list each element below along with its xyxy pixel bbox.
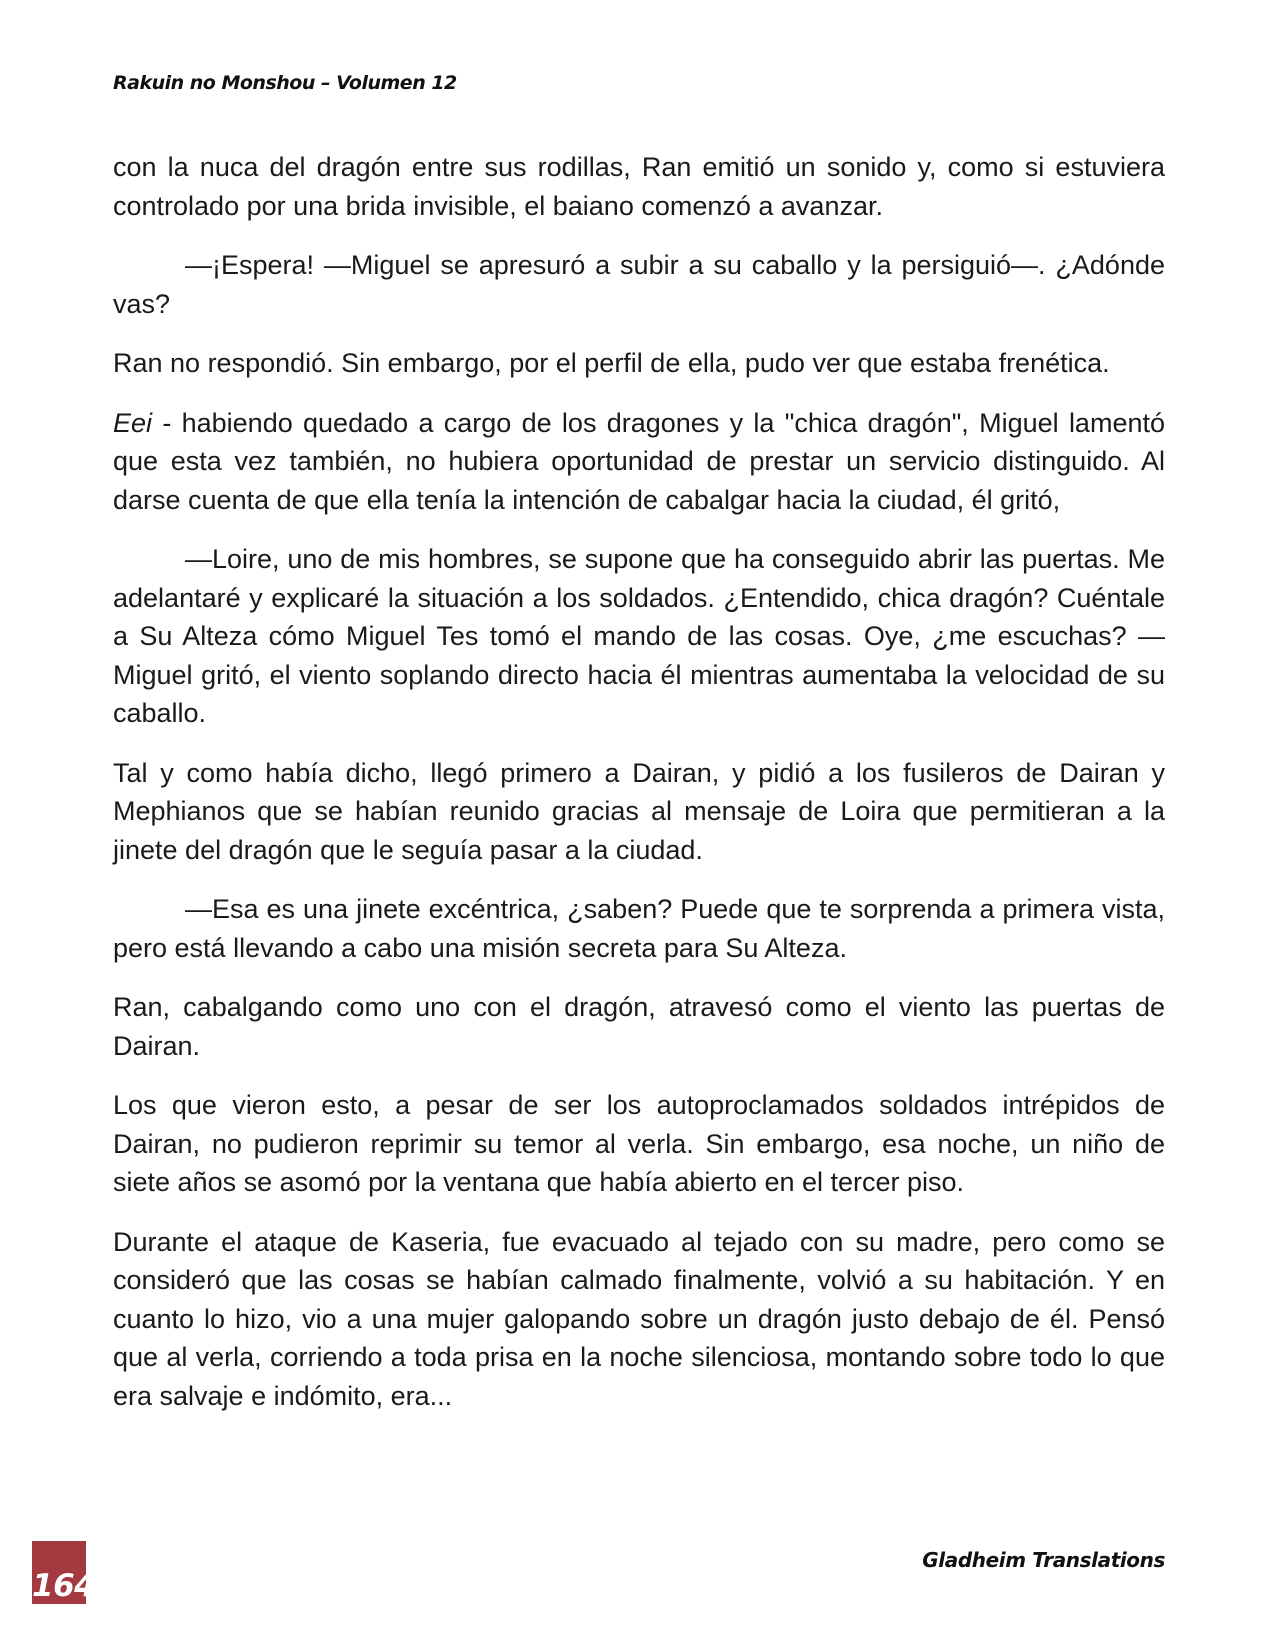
paragraph-7-dialogue: —Esa es una jinete excéntrica, ¿saben? Puede que te sorprenda a primera vista, pero está llevando a cabo una misión secreta para Su Alteza. bbox=[113, 894, 1165, 963]
paragraph-6: Tal y como había dicho, llegó primero a Dairan, y pidió a los fusileros de Dairan y Mephianos que se habían reunido gracias al mensaje de Loira que permitieran a la jinete del dragón que le seguía pasar a la ciudad. bbox=[113, 757, 1165, 865]
paragraph-4-lead-italic: Eei bbox=[113, 407, 153, 438]
paragraph-2-dialogue: —¡Espera! —Miguel se apresuró a subir a su caballo y la persiguió—. ¿Adónde vas? bbox=[113, 250, 1165, 319]
paragraph-4 bbox=[113, 404, 1165, 520]
page-number: 164 bbox=[32, 1568, 96, 1604]
paragraph-4-text: - habiendo quedado a cargo de los dragones y la "chica dragón", Miguel lamentó que esta vez también, no hubiera oportunidad de prestar un servicio distinguido. Al darse cuenta de que ella tenía la intención de cabalgar hacia la ciudad, él gritó, bbox=[113, 407, 1165, 515]
running-header: Rakuin no Monshou – Volumen 12 bbox=[113, 72, 457, 94]
running-footer-credit: Gladheim Translations bbox=[922, 1548, 1165, 1572]
paragraph-10: Durante el ataque de Kaseria, fue evacuado al tejado con su madre, pero como se consideró que las cosas se habían calmado finalmente, volvió a su habitación. Y en cuanto lo hizo, vio a una mujer galopando sobre un dragón justo debajo de él. Pensó que al verla, corriendo a toda prisa en la noche silenciosa, montando sobre todo lo que era salvaje e indómito, era... bbox=[113, 1226, 1165, 1411]
body-text bbox=[113, 148, 1165, 1436]
paragraph-1: con la nuca del dragón entre sus rodillas, Ran emitió un sonido y, como si estuviera controlado por una brida invisible, el baiano comenzó a avanzar. bbox=[113, 152, 1165, 221]
paragraph-3: Ran no respondió. Sin embargo, por el perfil de ella, pudo ver que estaba frenética. bbox=[113, 348, 1110, 378]
paragraph-5-dialogue: —Loire, uno de mis hombres, se supone que ha conseguido abrir las puertas. Me adelantaré y explicaré la situación a los soldados. ¿Entendido, chica dragón? Cuéntale a Su Alteza cómo Miguel Tes tomó el mando de las cosas. Oye, ¿me escuchas? —Miguel gritó, el viento soplando directo hacia él mientras aumentaba la velocidad de su caballo. bbox=[113, 544, 1165, 728]
paragraph-9: Los que vieron esto, a pesar de ser los autoproclamados soldados intrépidos de Dairan, no pudieron reprimir su temor al verla. Sin embargo, esa noche, un niño de siete años se asomó por la ventana que había abierto en el tercer piso. bbox=[113, 1090, 1165, 1197]
page-number-underline bbox=[32, 1604, 86, 1607]
paragraph-8: Ran, cabalgando como uno con el dragón, atravesó como el viento las puertas de Dairan. bbox=[113, 992, 1165, 1061]
